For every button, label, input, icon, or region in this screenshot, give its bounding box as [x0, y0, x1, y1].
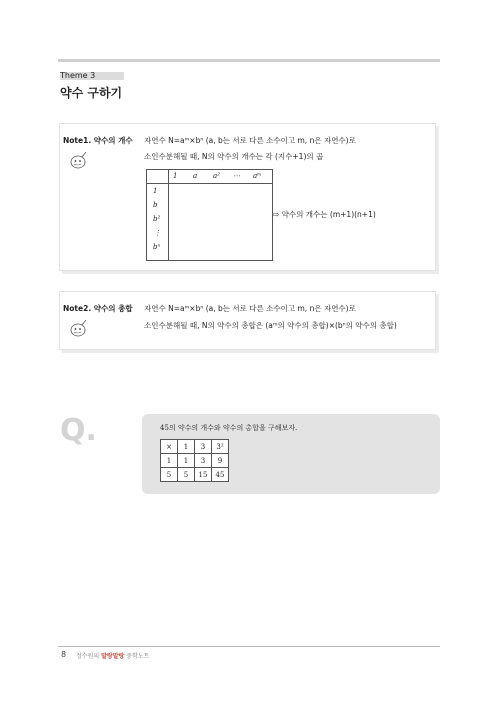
mascot-icon — [68, 150, 88, 170]
divisor-table-column-rule — [168, 170, 169, 260]
table-head-cell: a — [193, 172, 198, 180]
question-box — [142, 414, 440, 494]
table-cell: 45 — [212, 468, 229, 482]
question-text: 45의 약수의 개수와 약수의 총합을 구해보자. — [160, 424, 298, 432]
note1-line1: 자연수 N=aᵐ×bⁿ (a, b는 서로 다른 소수이고 m, n은 자연수)로 — [144, 136, 356, 145]
table-row-cell: b² — [153, 215, 161, 223]
table-cell: 3 — [195, 454, 212, 468]
question-table — [160, 439, 229, 482]
table-row — [161, 454, 229, 468]
divisor-table — [146, 169, 273, 261]
table-cell: 1 — [161, 454, 178, 468]
page-title: 약수 구하기 — [60, 86, 123, 100]
footer-brand-suffix: 중학노트 — [126, 653, 150, 660]
note2-line1: 자연수 N=aᵐ×bⁿ (a, b는 서로 다른 소수이고 m, n은 자연수)로 — [144, 304, 356, 313]
table-head-cell: aᵐ — [253, 172, 262, 180]
table-row-cell: b — [153, 201, 158, 209]
table-cell: 1 — [178, 440, 195, 454]
note2-title: Note2. 약수의 총합 — [63, 304, 133, 313]
note1-title: Note1. 약수의 개수 — [63, 136, 133, 145]
table-cell: 3² — [212, 440, 229, 454]
theme-tag — [60, 71, 124, 81]
table-cell: 5 — [178, 468, 195, 482]
top-rule — [58, 59, 440, 62]
table-head-cell: ⋯ — [233, 172, 240, 180]
table-cell: × — [161, 440, 178, 454]
table-cell: 9 — [212, 454, 229, 468]
note2-box — [59, 291, 436, 350]
note2-line2: 소인수분해될 때, N의 약수의 총합은 (aᵐ의 약수의 총합)×(bⁿ의 약수의 총합) — [144, 321, 397, 330]
theme-label: Theme 3 — [60, 71, 96, 80]
footer-brand-prefix: 정수원의 — [76, 653, 100, 660]
table-row — [161, 440, 229, 454]
table-row-cell: bⁿ — [153, 243, 161, 251]
note1-box — [59, 123, 436, 271]
note1-line2: 소인수분해될 때, N의 약수의 개수는 각 (지수+1)의 곱 — [144, 152, 324, 161]
table-row-cell: ⋮ — [154, 229, 161, 237]
note1-result: ⇨ 약수의 개수는 (m+1)(n+1) — [273, 210, 376, 219]
bottom-rule — [58, 646, 440, 647]
footer-brand-name: 말랑말랑 — [101, 653, 125, 660]
table-cell: 5 — [161, 468, 178, 482]
table-head-cell: a² — [213, 172, 220, 180]
page-number: 8 — [61, 650, 67, 659]
mascot-icon — [68, 318, 88, 338]
table-cell: 15 — [195, 468, 212, 482]
table-row — [161, 468, 229, 482]
table-cell: 1 — [178, 454, 195, 468]
table-head-cell: 1 — [173, 172, 178, 180]
table-cell: 3 — [195, 440, 212, 454]
table-row-cell: 1 — [153, 187, 158, 195]
question-mark: Q. — [60, 413, 97, 448]
footer-brand — [76, 651, 149, 660]
